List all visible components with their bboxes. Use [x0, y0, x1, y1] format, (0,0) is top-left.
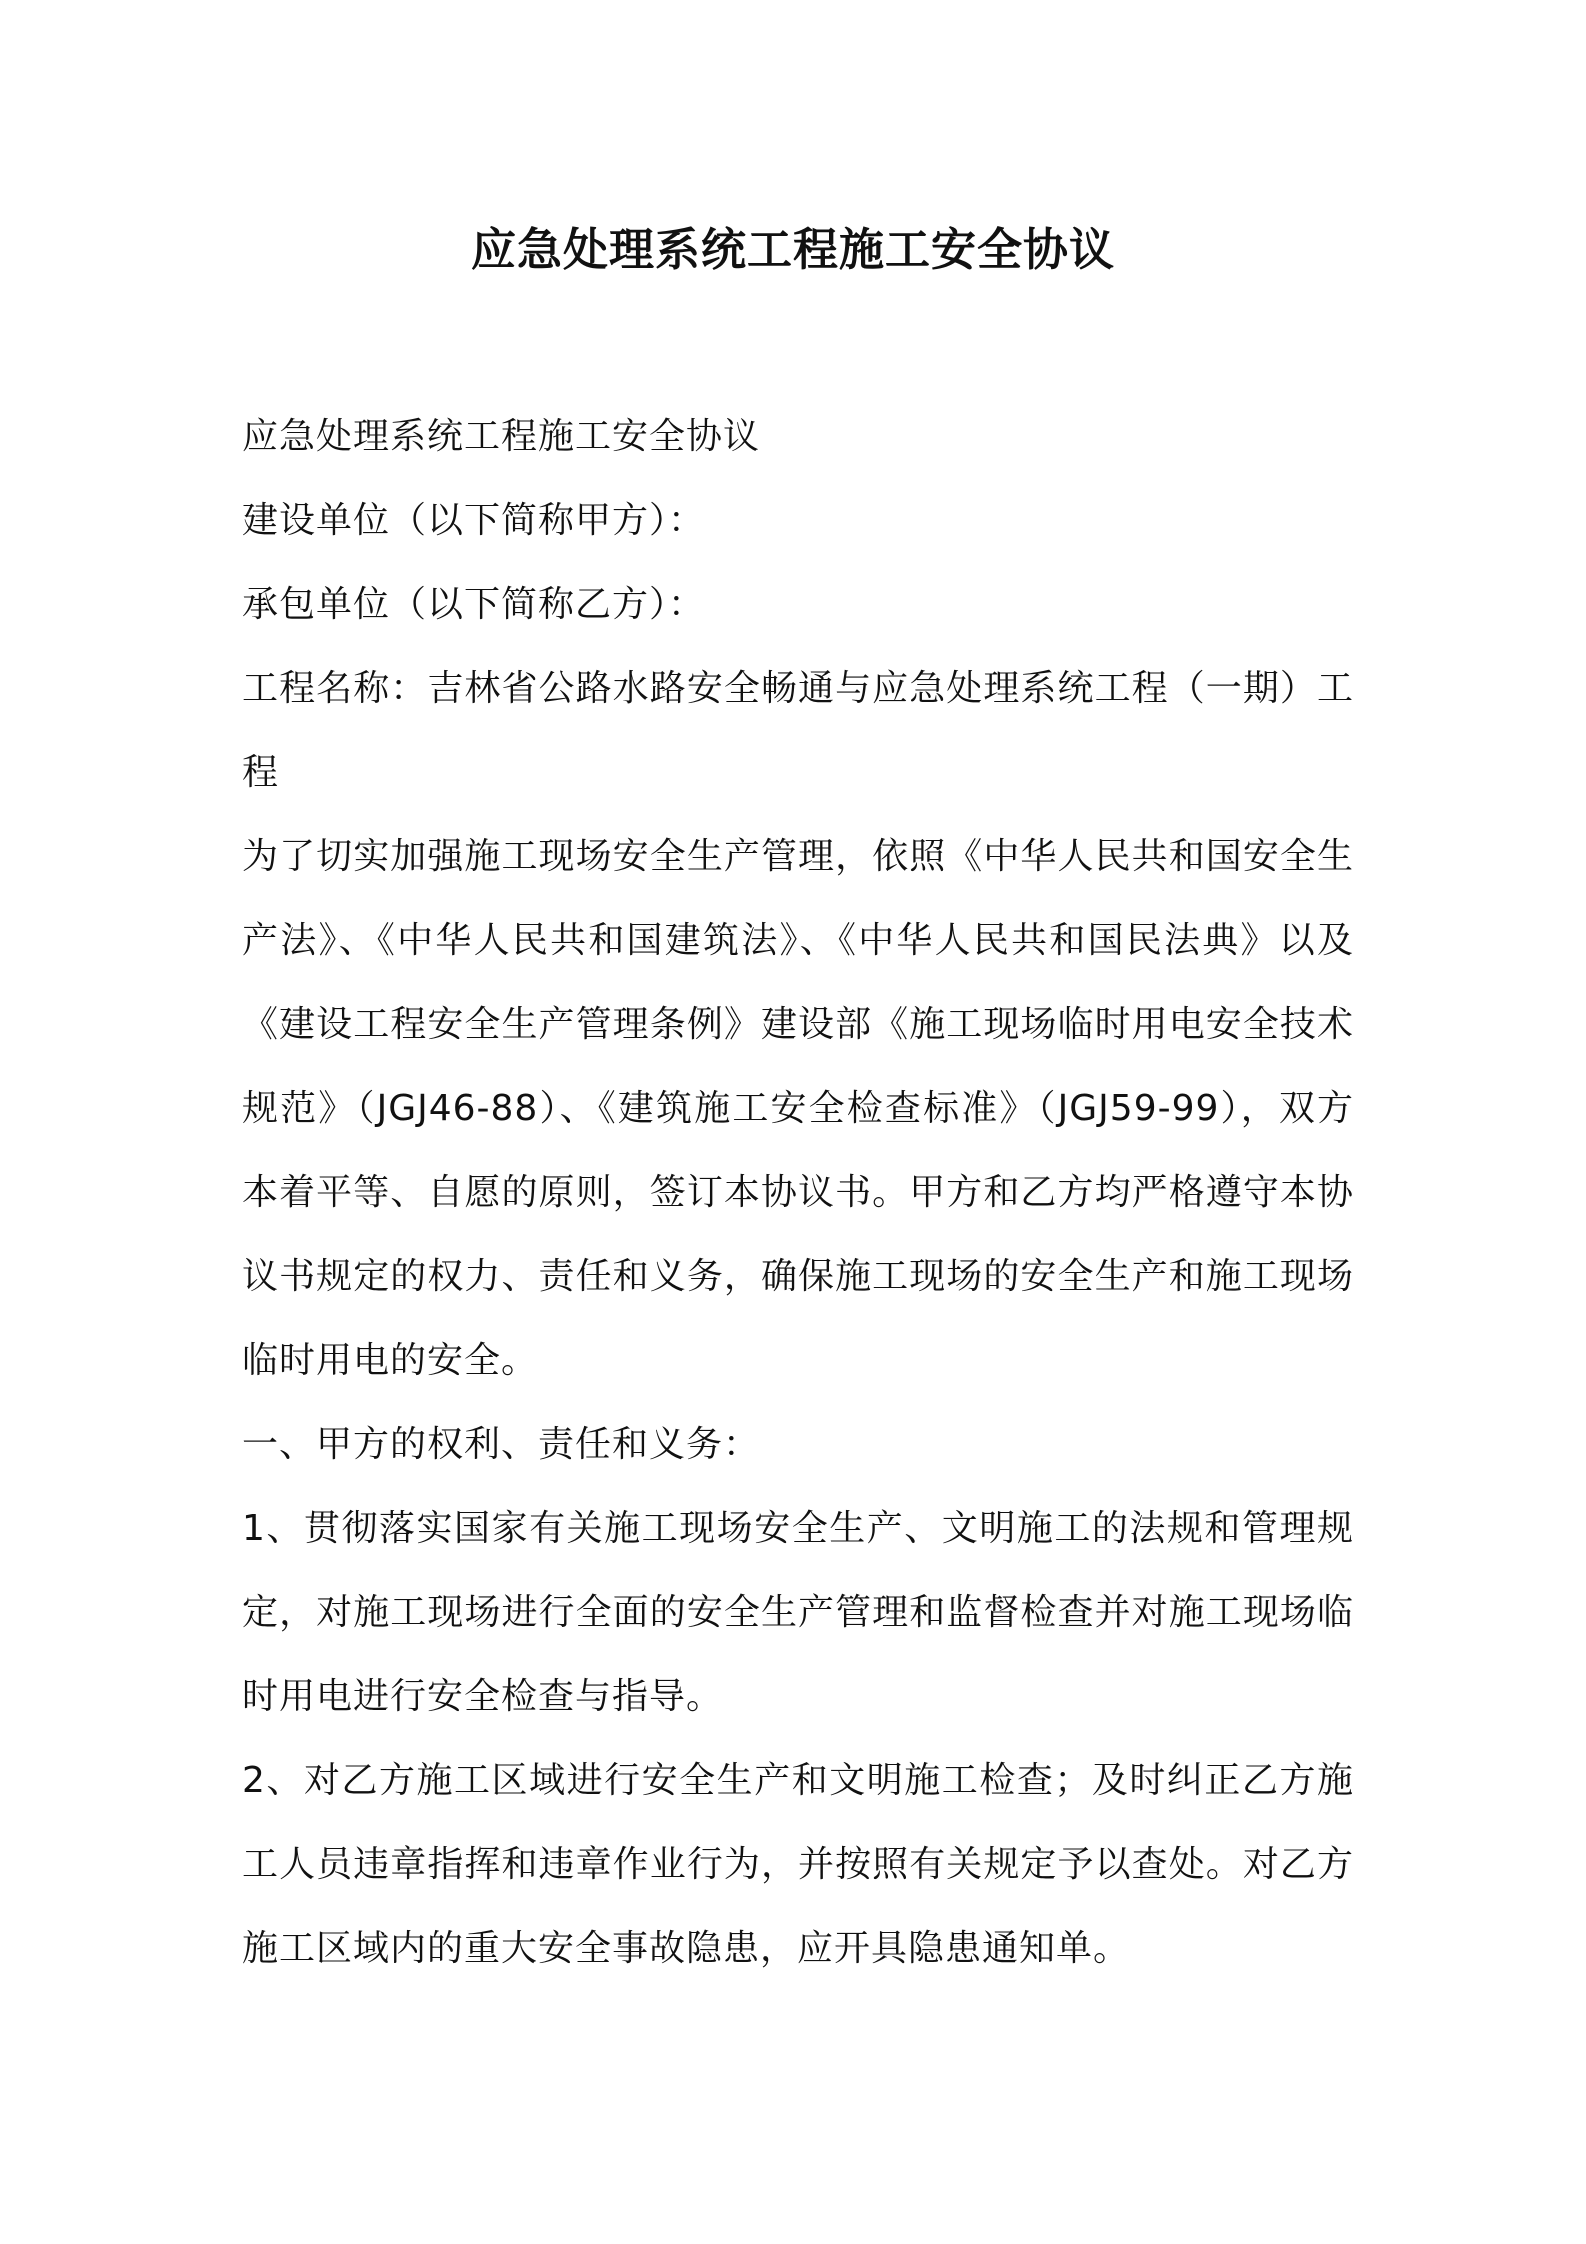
document-body	[242, 395, 1354, 1991]
paragraph-party-a: 建设单位（以下简称甲方）：	[242, 500, 706, 541]
paragraph-clause-2: 2、对乙方施工区域进行安全生产和文明施工检查；及时纠正乙方施工人员违章指挥和违章作业行为，并按照有关规定予以查处。对乙方施工区域内的重大安全事故隐患，应开具隐患通知单。	[242, 1760, 1354, 1969]
paragraph-preamble: 为了切实加强施工现场安全生产管理，依照《中华人民共和国安全生产法》、《中华人民共和国建筑法》、《中华人民共和国民法典》以及《建设工程安全生产管理条例》建设部《施工现场临时用电安全技术规范》（JGJ46-88）、《建筑施工安全检查标准》（JGJ59-99），双方本着平等、自愿的原则，签订本协议书。甲方和乙方均严格遵守本协议书规定的权力、责任和义务，确保施工现场的安全生产和施工现场临时用电的安全。	[242, 836, 1354, 1381]
paragraph-project-name: 工程名称：吉林省公路水路安全畅通与应急处理系统工程（一期）工程	[242, 668, 1354, 793]
document-title: 应急处理系统工程施工安全协议	[470, 223, 1115, 276]
section-heading-party-a-rights: 一、甲方的权利、责任和义务：	[242, 1424, 761, 1465]
paragraph-party-b: 承包单位（以下简称乙方）：	[242, 584, 706, 625]
paragraph-clause-1: 1、贯彻落实国家有关施工现场安全生产、文明施工的法规和管理规定，对施工现场进行全面的安全生产管理和监督检查并对施工现场临时用电进行安全检查与指导。	[242, 1508, 1354, 1717]
paragraph-subtitle: 应急处理系统工程施工安全协议	[242, 416, 761, 457]
